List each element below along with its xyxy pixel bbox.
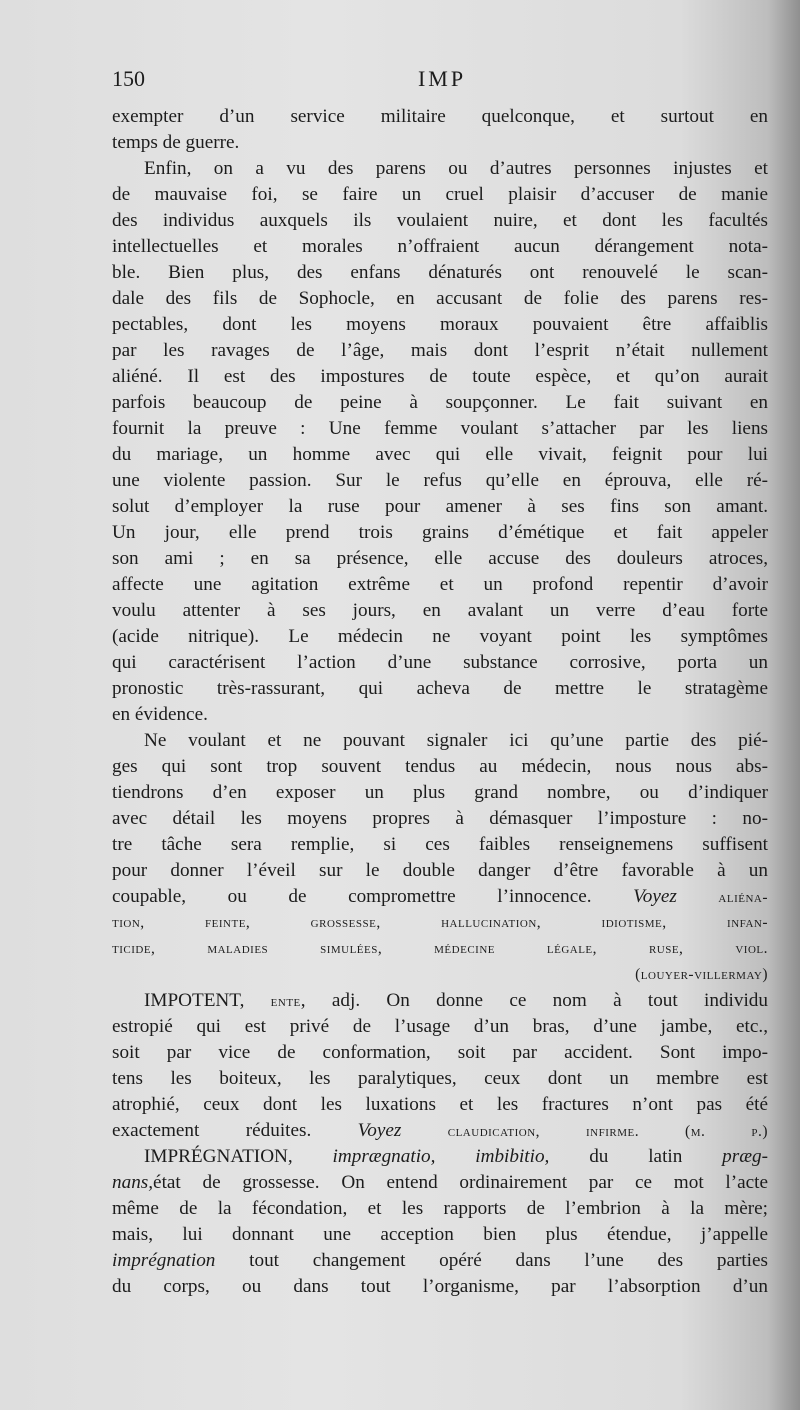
author-signature: (louyer-villermay)	[635, 966, 768, 983]
text-line: estropié qui est privé de l’usage d’un bras, d’une jambe, etc.,	[112, 1016, 768, 1037]
text-line: du corps, ou dans tout l’organisme, par l’absorption d’un	[112, 1276, 768, 1297]
cross-reference-line: tion, feinte, grossesse, hallucination, idiotisme, infan-	[112, 914, 768, 931]
text-line: en évidence.	[112, 704, 208, 725]
text-line: parfois beaucoup de peine à soupçonner. Le fait suivant en	[112, 392, 768, 413]
text-line: Un jour, elle prend trois grains d’émétique et fait appeler	[112, 522, 768, 543]
text-span: , adj. On donne ce nom à tout individu	[300, 990, 768, 1011]
text-span: état de grossesse. On entend ordinairement par ce mot l’acte	[153, 1172, 768, 1193]
italic-term: imprégnation	[112, 1250, 216, 1271]
text-span: coupable, ou de compromettre l’innocence.	[112, 886, 592, 907]
text-line: soit par vice de conformation, soit par accident. Sont impo-	[112, 1042, 768, 1063]
text-line: tiendrons d’en exposer un plus grand nombre, ou d’indiquer	[112, 782, 768, 803]
text-line: Ne voulant et ne pouvant signaler ici qu’une partie des pié-	[144, 730, 768, 751]
text-line: Enfin, on a vu des parens ou d’autres personnes injustes et	[144, 158, 768, 179]
latin-term: præg-	[722, 1146, 768, 1167]
text-line: pronostic très-rassurant, qui acheva de mettre le stratagème	[112, 678, 768, 699]
entry-line	[112, 988, 768, 1014]
page-header	[112, 66, 772, 96]
page-number: 150	[112, 66, 145, 91]
text-line: pectables, dont les moyens moraux pouvaient être affaiblis	[112, 314, 768, 335]
text-line: avec détail les moyens propres à démasquer l’imposture : no-	[112, 808, 768, 829]
entry-line	[112, 1144, 768, 1170]
text-line: aliéné. Il est des impostures de toute espèce, et qu’on aurait	[112, 366, 768, 387]
voyez-italic: Voyez	[357, 1120, 402, 1141]
text-line: même de la fécondation, et les rapports de l’embrion à la mère;	[112, 1198, 768, 1219]
text-line: solut d’employer la ruse pour amener à ses fins son amant.	[112, 496, 768, 517]
text-line: affecte une agitation extrême et un profond repentir d’avoir	[112, 574, 768, 595]
text-line: de mauvaise foi, se faire un cruel plaisir d’accuser de manie	[112, 184, 768, 205]
text-line: tens les boiteux, les paralytiques, ceux dont un membre est	[112, 1068, 768, 1089]
entry-headword: IMPRÉGNATION,	[144, 1146, 293, 1167]
text-span: tout changement opéré dans l’une des parties	[249, 1250, 768, 1271]
text-line: (acide nitrique). Le médecin ne voyant point les symptômes	[112, 626, 768, 647]
text-line: exempter d’un service militaire quelconque, et surtout en	[112, 106, 768, 127]
text-line: des individus auxquels ils voulaient nuire, et dont les facultés	[112, 210, 768, 231]
text-line: dale des fils de Sophocle, en accusant de folie des parens res-	[112, 288, 768, 309]
text-line: pour donner l’éveil sur le double danger d’être favorable à un	[112, 860, 768, 881]
text-line: temps de guerre.	[112, 132, 240, 153]
page-body	[112, 104, 768, 1300]
text-line: fournit la preuve : Une femme voulant s’attacher par les liens	[112, 418, 768, 439]
text-line: tre tâche sera remplie, si ces faibles renseignemens suffisent	[112, 834, 768, 855]
latin-term: nans,	[112, 1172, 154, 1193]
text-line	[112, 884, 768, 910]
running-head: IMP	[417, 66, 467, 91]
text-span: exactement réduites.	[112, 1120, 312, 1141]
text-line: ble. Bien plus, des enfans dénaturés ont renouvelé le scan-	[112, 262, 768, 283]
text-span: du latin	[589, 1146, 683, 1167]
entry-headword: IMPOTENT,	[144, 990, 245, 1011]
cross-reference: claudication, infirme. (m. p.)	[447, 1123, 768, 1140]
text-line	[112, 1118, 768, 1144]
text-line: du mariage, un homme avec qui elle vivait, feignit pour lui	[112, 444, 768, 465]
text-line: par les ravages de l’âge, mais dont l’esprit n’était nullement	[112, 340, 768, 361]
text-line: mais, lui donnant une acception bien plus étendue, j’appelle	[112, 1224, 768, 1245]
text-line	[112, 1170, 768, 1196]
latin-term: imprægnatio, imbibitio,	[332, 1146, 550, 1167]
text-line	[112, 1248, 768, 1274]
text-line: une violente passion. Sur le refus qu’elle en éprouva, elle ré-	[112, 470, 768, 491]
text-line: atrophié, ceux dont les luxations et les fractures n’ont pas été	[112, 1094, 768, 1115]
text-line: qui caractérisent l’action d’une substance corrosive, porta un	[112, 652, 768, 673]
cross-reference: aliéna-	[718, 889, 768, 906]
entry-suffix: ente	[270, 993, 301, 1010]
voyez-italic: Voyez	[633, 886, 677, 907]
text-line: voulu attenter à ses jours, en avalant un verre d’eau forte	[112, 600, 768, 621]
text-line: ges qui sont trop souvent tendus au médecin, nous nous abs-	[112, 756, 768, 777]
cross-reference-line: ticide, maladies simulées, médecine légale, ruse, viol.	[112, 940, 768, 957]
text-line: intellectuelles et morales n’offraient aucun dérangement nota-	[112, 236, 768, 257]
text-line: son ami ; en sa présence, elle accuse des douleurs atroces,	[112, 548, 768, 569]
